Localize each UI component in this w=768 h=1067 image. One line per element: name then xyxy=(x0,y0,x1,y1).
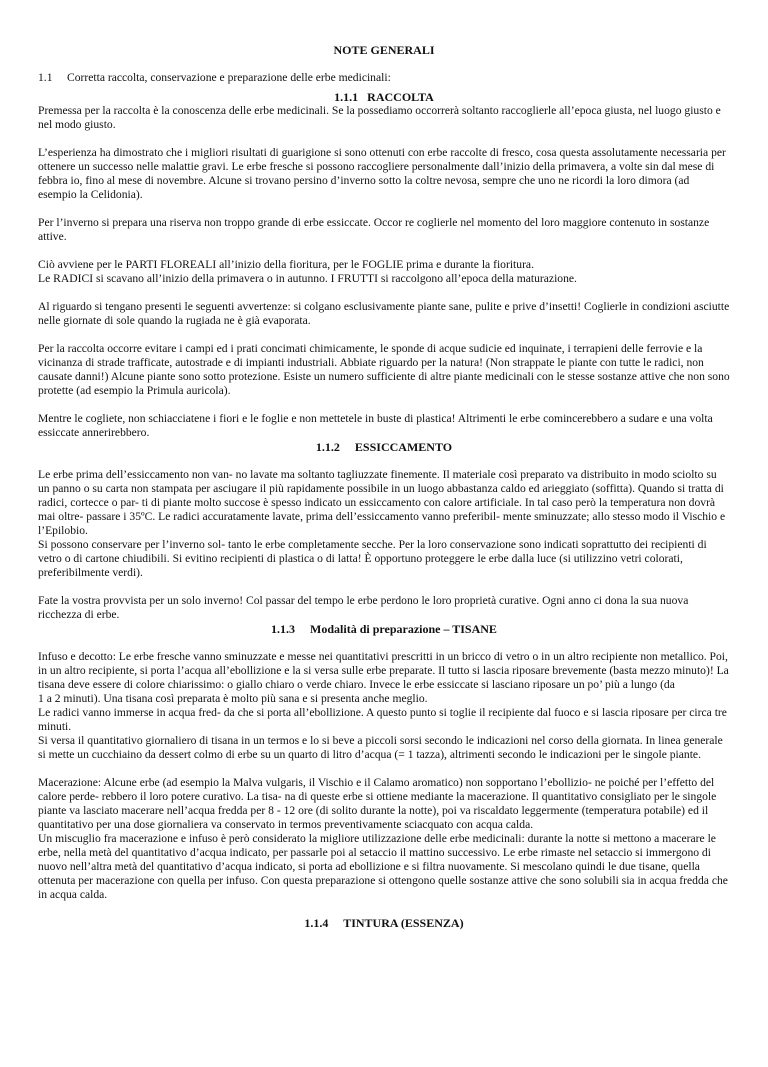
section-heading-1-1: 1.1 Corretta raccolta, conservazione e preparazione delle erbe medicinali: xyxy=(38,71,391,84)
paragraph: Le radici vanno immerse in acqua fred- da che si porta all’ebollizione. A questo punto si toglie il recipiente dal fuoco e si lascia riposare per circa tre minuti. xyxy=(38,706,727,733)
heading-tisane: 1.1.3 Modalità di preparazione – TISANE xyxy=(271,622,497,636)
paragraph: Si versa il quantitativo giornaliero di tisana in un termos e lo si beve a piccoli sorsi secondo le indicazioni nel corso della giornata. In linea generale si mette un cucchiaino da dessert colmo di erbe su un quarto di litro d’acqua (= 1 tazza), altrimenti secondo le indicazioni per le singole piante. xyxy=(38,734,723,761)
paragraph: Premessa per la raccolta è la conoscenza delle erbe medicinali. Se la possediamo occorrerà soltanto raccoglierle all’epoca giusta, nel luogo giusto e nel modo giusto. xyxy=(38,104,721,131)
paragraph: Le erbe prima dell’essiccamento non van- no lavate ma soltanto tagliuzzate finemente. Il materiale così preparato va distribuito in modo sciolto su un panno o su carta non stampata per asciugare il più rapidamente possibile in un luogo abbastanza caldo ed arieggiato (soffitta). Quando si tratta di radici, cortecce o par- ti di piante molto succose è spesso indicato un essiccamento con calore artificiale. In tal caso però la temperatura non dovrà mai oltre- passare i 35ºC. Le radici accuratamente lavate, prima dell’essiccamento vanno preferibil- mente sminuzzate; allo stesso modo il Vischio e l’Epilobio. xyxy=(38,468,726,537)
heading-tintura: 1.1.4 TINTURA (ESSENZA) xyxy=(304,916,464,930)
paragraph: L’esperienza ha dimostrato che i migliori risultati di guarigione si sono ottenuti con erbe raccolte di fresco, cosa questa assolutamente necessaria per ottenere un successo nelle malattie gravi. Le erbe fresche si possono raccogliere personalmente dall’inizio della primavera, a volte sin dal mese di febbra io, fino al mese di novembre. Alcune si trovano persino d’inverno sotto la coltre nevosa, sempre che uno ne ricordi la loro dimora (ad esempio la Celidonia). xyxy=(38,146,726,201)
paragraph: Infuso e decotto: Le erbe fresche vanno sminuzzate e messe nei quantitativi prescritti in un bricco di vetro o in un altro recipiente non metallico. Poi, in un altro recipiente, si porta l’acqua all’ebollizione e la si versa sulle erbe preparate. Il tutto si lascia riposare brevemente (basta mezzo minuto)! La tisana deve essere di colore chiarissimo: o giallo chiaro o verde chiaro. Invece le erbe essiccate si lasciano riposare un po’ più a lungo (da xyxy=(38,650,729,691)
paragraph: Per l’inverno si prepara una riserva non troppo grande di erbe essiccate. Occor re coglierle nel momento del loro maggiore contenuto in sostanze attive. xyxy=(38,216,710,243)
paragraph: Mentre le cogliete, non schiacciatene i fiori e le foglie e non mettetele in buste di plastica! Altrimenti le erbe comincerebbero a sudare e una volta essiccate annerirebbero. xyxy=(38,412,713,439)
paragraph: Ciò avviene per le PARTI FLOREALI all’inizio della fioritura, per le FOGLIE prima e durante la fioritura. xyxy=(38,258,534,271)
paragraph: Si possono conservare per l’inverno sol- tanto le erbe completamente secche. Per la loro conservazione sono indicati soprattutto dei recipienti di vetro o di cartone chiudibili. Si evitino recipienti di plastica o di latta! È opportuno proteggere le erbe dalla luce (si utilizzino vetri colorati, preferibilmente verdi). xyxy=(38,538,707,579)
paragraph: Macerazione: Alcune erbe (ad esempio la Malva vulgaris, il Vischio e il Calamo aromatico) non sopportano l’ebollizio- ne poiché per l’effetto del calore perde- rebbero il loro potere curativo. La tisa- na di queste erbe si ottiene mediante la macerazione. Il quantitativo consigliato per le singole piante va lasciato macerare nell’acqua fredda per 8 - 12 ore (di solito durante la notte), poi va riscaldato leggermente (temperatura potabile) ed il quantitativo per una dose giornaliera va conservato in termos preventivamente sciacquato con acqua calda. xyxy=(38,776,717,831)
page-title: NOTE GENERALI xyxy=(333,43,435,57)
paragraph: Al riguardo si tengano presenti le seguenti avvertenze: si colgano esclusivamente piante sane, pulite e prive d’insetti! Coglierle in condizioni asciutte nelle giornate di sole quando la rugiada ne è già evaporata. xyxy=(38,300,730,327)
heading-raccolta: 1.1.1 RACCOLTA xyxy=(334,90,434,104)
heading-essiccamento: 1.1.2 ESSICCAMENTO xyxy=(315,440,453,454)
paragraph: 1 a 2 minuti). Una tisana così preparata è molto più sana e si presenta anche meglio. xyxy=(38,692,428,705)
document-page xyxy=(0,43,768,1067)
paragraph: Un miscuglio fra macerazione e infuso è però considerato la migliore utilizzazione delle erbe medicinali: durante la notte si mettono a macerare le erbe, nella metà del quantitativo d’acqua indicato, per passarle poi al setaccio il mattino successivo. Le erbe rimaste nel setaccio si immergono di nuovo nell’altra metà del quantitativo d’acqua indicato, si porta ad ebollizione e si filtra nuovamente. Si mescolano quindi le due tisane, quella ottenuta per macerazione con quella per infuso. Con questa preparazione si ottengono quelle sostanze attive che sono solubili sia in acqua fredda che in acqua calda. xyxy=(38,832,728,901)
paragraph: Per la raccolta occorre evitare i campi ed i prati concimati chimicamente, le sponde di acque sudicie ed inquinate, i terrapieni delle ferrovie e la vicinanza di strade trafficate, autostrade e di impianti industriali. Abbiate riguardo per la natura! (Non strappate le piante con tutte le radici, non causate danni!) Alcune piante sono sotto protezione. Esiste un numero sufficiente di altre piante medicinali con le stesse sostanze attive che non sono protette (ad esempio la Primula auricola). xyxy=(38,342,730,397)
paragraph: Le RADICI si scavano all’inizio della primavera o in autunno. I FRUTTI si raccolgono all’epoca della maturazione. xyxy=(38,272,577,285)
paragraph: Fate la vostra provvista per un solo inverno! Col passar del tempo le erbe perdono le loro proprietà curative. Ogni anno ci dona la sua nuova ricchezza di erbe. xyxy=(38,594,689,621)
